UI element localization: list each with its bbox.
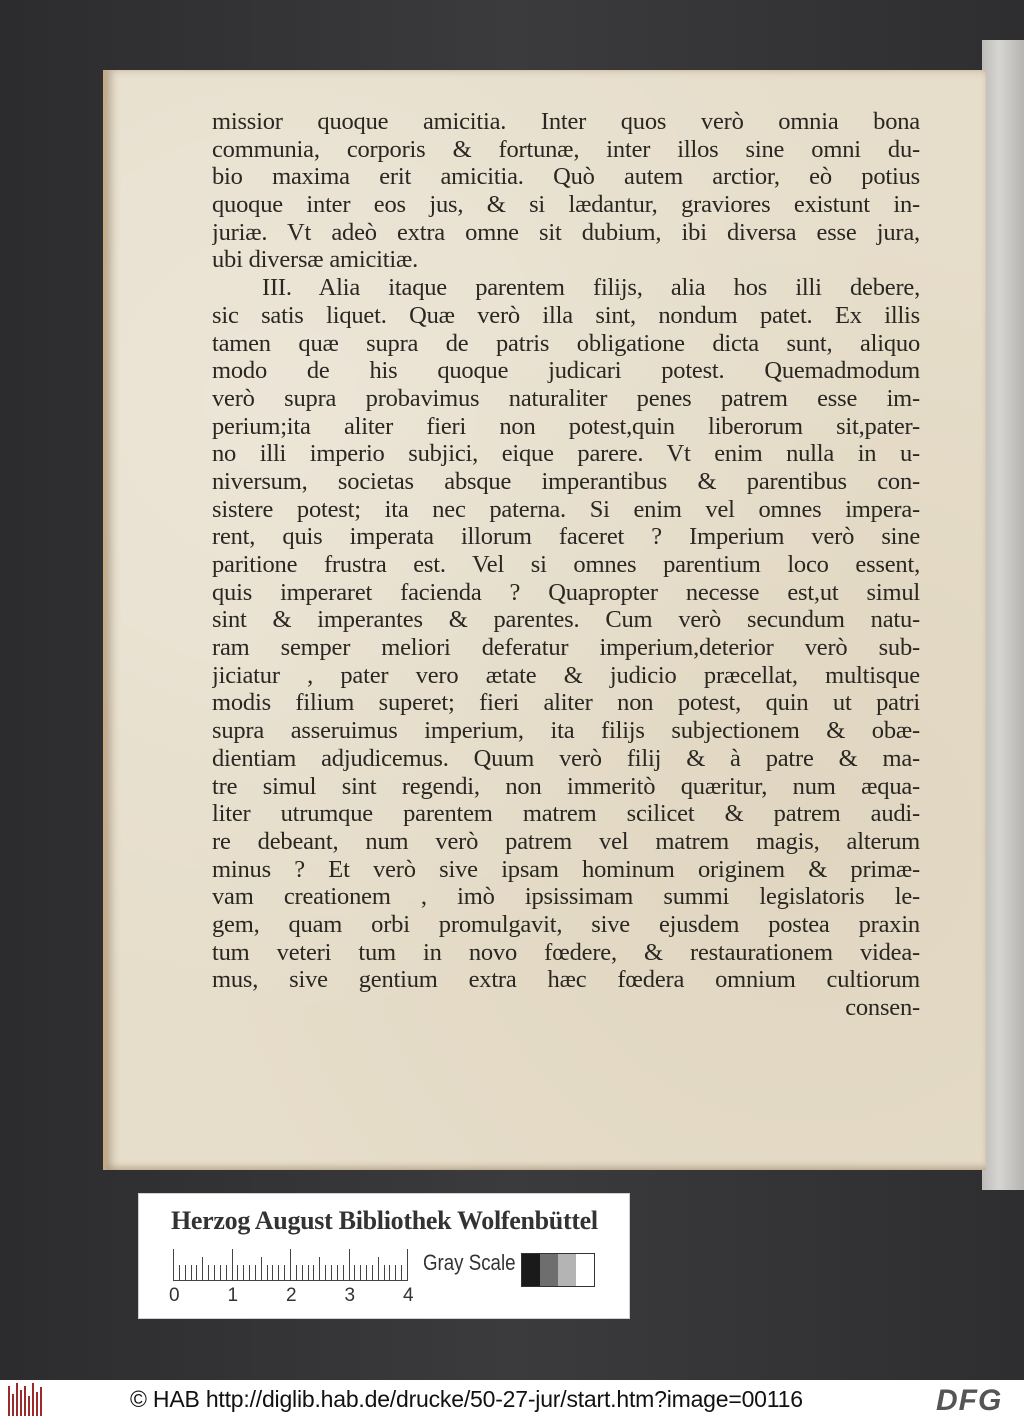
text-line: paritione frustra est. Vel si omnes parentium loco essent,	[212, 551, 920, 578]
ruler-tick	[202, 1257, 203, 1281]
ruler-tick	[389, 1265, 390, 1281]
ruler-tick	[191, 1265, 192, 1281]
text-line: bio maxima erit amicitia. Quò autem arctior, eò potius	[212, 163, 920, 191]
text-line: communia, corporis & fortunæ, inter illos sine omni du-	[212, 135, 920, 163]
ruler-tick	[261, 1257, 262, 1281]
hab-logo-icon	[8, 1383, 46, 1416]
text-line: III. Alia itaque parentem filijs, alia hos illi debere,	[262, 274, 920, 302]
right-board	[982, 40, 1024, 1190]
ruler-tick	[290, 1249, 291, 1281]
ruler-tick	[331, 1265, 332, 1281]
ruler-tick	[255, 1265, 256, 1281]
ruler-tick	[372, 1265, 373, 1281]
calibration-card	[138, 1193, 630, 1319]
text-line: modo de his quoque judicari potest. Quemadmodum	[212, 357, 920, 385]
text-line: liter utrumque parentem matrem scilicet & patrem audi-	[212, 800, 920, 828]
ruler-tick	[313, 1265, 314, 1281]
ruler-tick	[214, 1265, 215, 1281]
ruler-number: 2	[286, 1285, 297, 1306]
ruler-tick	[232, 1249, 233, 1281]
ruler-tick	[395, 1265, 396, 1281]
text-line: verò supra probavimus naturaliter penes patrem esse im-	[212, 384, 920, 412]
hab-logo-bar	[32, 1383, 34, 1416]
ruler-tick	[220, 1265, 221, 1281]
text-line: modis filium superet; fieri aliter non potest, quin ut patri	[212, 689, 920, 717]
ruler-tick	[360, 1265, 361, 1281]
copyright-link[interactable]: © HAB http://diglib.hab.de/drucke/50-27-jur/start.htm?image=00116	[130, 1386, 803, 1412]
ruler-tick	[308, 1265, 309, 1281]
dfg-logo: DFG	[936, 1384, 1003, 1417]
ruler-number: 3	[344, 1285, 356, 1306]
ruler-number: 0	[169, 1285, 180, 1306]
ruler-tick	[272, 1265, 273, 1281]
ruler-tick	[226, 1265, 227, 1281]
grayscale-swatch	[576, 1254, 594, 1286]
text-line: vam creationem , imò ipsissimam summi legislatoris le-	[212, 883, 920, 911]
ruler-tick	[337, 1265, 338, 1281]
text-line: sic satis liquet. Quæ verò illa sint, nondum patet. Ex illis	[212, 301, 920, 329]
ruler-tick	[319, 1257, 320, 1281]
ruler-tick	[325, 1265, 326, 1281]
text-line: tamen quæ supra de patris obligatione dicta sunt, aliquo	[212, 329, 920, 357]
ruler-tick	[185, 1265, 186, 1281]
grayscale-swatch	[540, 1254, 558, 1286]
ruler-number: 4	[403, 1285, 414, 1306]
text-line: gem, quam orbi promulgavit, sive ejusdem postea praxin	[212, 910, 920, 938]
text-line: quoque inter eos jus, & si lædantur, graviores existunt in-	[212, 191, 920, 219]
measurement-ruler	[173, 1249, 413, 1281]
hab-logo-bar	[28, 1396, 30, 1416]
text-line: sistere potest; ita nec paterna. Si enim vel omnes impera-	[212, 495, 920, 523]
hab-logo-bar	[20, 1390, 22, 1416]
ruler-tick	[384, 1265, 385, 1281]
hab-logo-bar	[24, 1386, 26, 1416]
ruler-tick	[407, 1249, 408, 1281]
text-line: minus ? Et verò sive ipsam hominum originem & primæ-	[212, 855, 920, 883]
ruler-tick	[278, 1265, 279, 1281]
text-line: re debeant, num verò patrem vel matrem magis, alterum	[212, 827, 920, 855]
footer-bar	[0, 1380, 1024, 1419]
ruler-tick	[179, 1265, 180, 1281]
ruler-tick	[284, 1265, 285, 1281]
text-line: missior quoque amicitia. Inter quos verò omnia bona	[212, 108, 920, 135]
ruler-tick	[296, 1265, 297, 1281]
text-line: supra asseruimus imperium, ita filijs subjectionem & obæ-	[212, 717, 920, 745]
grayscale-swatch	[558, 1254, 576, 1286]
ruler-tick	[237, 1265, 238, 1281]
grayscale-swatch	[522, 1254, 540, 1286]
ruler-number: 1	[227, 1285, 239, 1306]
page-text-block	[212, 108, 920, 1022]
ruler-tick	[196, 1265, 197, 1281]
ruler-tick	[349, 1249, 350, 1281]
grayscale-label: Gray Scale	[423, 1250, 516, 1275]
text-line: juriæ. Vt adeò extra omne sit dubium, ibi diversa esse jura,	[212, 218, 920, 246]
text-line: ubi diversæ amicitiæ.	[212, 246, 419, 274]
text-line: rent, quis imperata illorum faceret ? Imperium verò sine	[212, 523, 920, 551]
hab-logo-bar	[16, 1383, 18, 1416]
catchword: consen-	[845, 994, 920, 1021]
ruler-tick	[249, 1265, 250, 1281]
hab-logo-bar	[36, 1392, 38, 1416]
ruler-tick	[173, 1249, 174, 1281]
text-line: tum veteri tum in novo fœdere, & restaurationem videa-	[212, 938, 920, 966]
text-line: perium;ita aliter fieri non potest,quin liberorum sit,pater-	[212, 412, 920, 440]
text-line: dientiam adjudicemus. Quum verò filij & à patre & ma-	[212, 744, 920, 772]
ruler-tick	[243, 1265, 244, 1281]
ruler-tick	[343, 1265, 344, 1281]
hab-logo-bar	[40, 1387, 42, 1416]
ruler-tick	[267, 1265, 268, 1281]
text-line: tre simul sint regendi, non immeritò quæritur, num æqua-	[212, 772, 920, 800]
text-line: sint & imperantes & parentes. Cum verò secundum natu-	[212, 606, 920, 634]
ruler-tick	[378, 1257, 379, 1281]
ruler-tick	[366, 1265, 367, 1281]
ruler-tick	[302, 1265, 303, 1281]
grayscale-bar	[521, 1253, 595, 1287]
text-line: niversum, societas absque imperantibus & parentibus con-	[212, 467, 920, 495]
ruler-tick	[208, 1265, 209, 1281]
text-line: mus, sive gentium extra hæc fœdera omnium cultiorum	[212, 966, 920, 994]
text-line: ram semper meliori deferatur imperium,deterior verò sub-	[212, 634, 920, 662]
text-line: no illi imperio subjici, eique parere. Vt enim nulla in u-	[212, 440, 920, 468]
ruler-tick	[354, 1265, 355, 1281]
hab-logo-bar	[12, 1394, 14, 1416]
text-line: jiciatur , pater vero ætate & judicio præcellat, multisque	[212, 661, 920, 689]
card-title: Herzog August Bibliothek Wolfenbüttel	[171, 1206, 598, 1235]
text-line: quis imperaret facienda ? Quapropter necesse est,ut simul	[212, 578, 920, 606]
hab-logo-bar	[8, 1386, 10, 1416]
ruler-tick	[401, 1265, 402, 1281]
